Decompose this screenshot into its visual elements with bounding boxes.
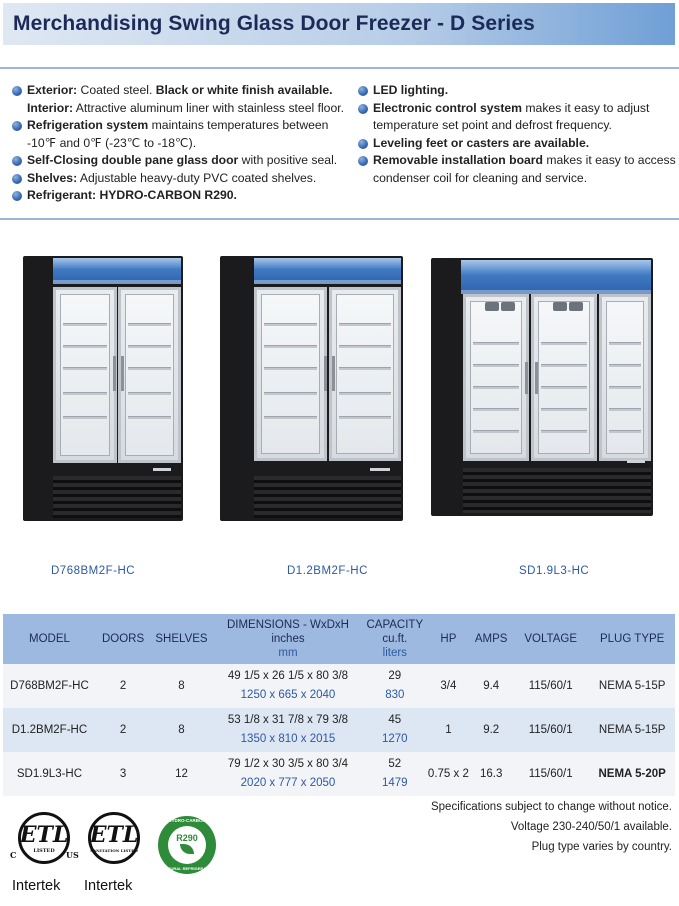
page-title: Merchandising Swing Glass Door Freezer - D Series xyxy=(13,12,535,35)
col-header-dimensions: DIMENSIONS - WxDxH inches mm xyxy=(213,614,363,664)
feature-item: Leveling feet or casters are available. xyxy=(358,135,678,153)
etl-sanitation-logo: ETL SANITATION LISTED Intertek xyxy=(80,812,150,900)
note-line: Voltage 230-240/50/1 available. xyxy=(510,821,672,833)
spec-notes xyxy=(431,797,672,857)
bullet-icon xyxy=(358,104,368,114)
product-label: SD1.9L3-HC xyxy=(519,565,590,577)
feature-item: Electronic control system makes it easy to adjust temperature set point and defrost frequency. xyxy=(358,100,678,135)
col-header-model: MODEL xyxy=(3,614,96,664)
table-row: SD1.9L3-HC 3 12 79 1/2 x 30 3/5 x 80 3/4 2020 x 777 x 2050 52 1479 0.75 x 2 16.3 115/60/1 NEMA 5-20P xyxy=(3,752,675,796)
bullet-icon xyxy=(12,191,22,201)
product-image-sd19l3 xyxy=(431,258,653,516)
table-row: D768BM2F-HC 2 8 49 1/5 x 26 1/5 x 80 3/8 1250 x 665 x 2040 29 830 3/4 9.4 115/60/1 NEMA 5-15P xyxy=(3,664,675,708)
bullet-icon xyxy=(12,156,22,166)
bullet-icon xyxy=(358,156,368,166)
note-line: Plug type varies by country. xyxy=(531,841,672,853)
divider xyxy=(0,67,679,69)
divider xyxy=(0,218,679,220)
feature-item: Shelves: Adjustable heavy-duty PVC coated shelves. xyxy=(12,170,357,188)
col-header-capacity: CAPACITY cu.ft. liters xyxy=(363,614,426,664)
feature-item: Removable installation board makes it easy to access condenser coil for cleaning and service. xyxy=(358,152,678,187)
bullet-icon xyxy=(358,139,368,149)
table-header-row xyxy=(3,614,675,664)
feature-item: Self-Closing double pane glass door with positive seal. xyxy=(12,152,357,170)
intertek-label: Intertek xyxy=(84,878,133,894)
bullet-icon xyxy=(12,121,22,131)
feature-item: Refrigerant: HYDRO-CARBON R290. xyxy=(12,187,357,205)
bullet-icon xyxy=(12,86,22,96)
features-right xyxy=(358,82,678,187)
feature-item: Exterior: Coated steel. Black or white finish available. xyxy=(12,82,357,100)
feature-item: Refrigeration system maintains temperatures between -10℉ and 0℉ (-23℃ to -18℃). xyxy=(12,117,357,152)
r290-logo: R290 HYDRO-CARBON NATURAL REFRIGERANT xyxy=(158,816,218,876)
product-label: D1.2BM2F-HC xyxy=(287,565,368,577)
table-row: D1.2BM2F-HC 2 8 53 1/8 x 31 7/8 x 79 3/8 1350 x 810 x 2015 45 1270 1 9.2 115/60/1 NEMA 5-15P xyxy=(3,708,675,752)
col-header-shelves: SHELVES xyxy=(150,614,213,664)
intertek-label: Intertek xyxy=(12,878,61,894)
spec-table xyxy=(3,614,675,796)
etl-listed-logo: ETL LISTED C US Intertek xyxy=(8,812,78,900)
page-header xyxy=(3,3,675,45)
product-label: D768BM2F-HC xyxy=(51,565,136,577)
bullet-icon xyxy=(358,86,368,96)
note-line: Specifications subject to change without notice. xyxy=(430,801,672,813)
col-header-hp: HP xyxy=(426,614,470,664)
product-image-d12bm2f xyxy=(220,256,403,521)
feature-item: LED lighting. xyxy=(358,82,678,100)
col-header-amps: AMPS xyxy=(470,614,512,664)
feature-item: Interior: Attractive aluminum liner with stainless steel floor. xyxy=(27,100,344,115)
product-image-d768bm2f xyxy=(23,256,183,521)
col-header-doors: DOORS xyxy=(96,614,150,664)
col-header-voltage: VOLTAGE xyxy=(512,614,589,664)
bullet-icon xyxy=(12,174,22,184)
features-left xyxy=(12,82,357,205)
col-header-plug: PLUG TYPE xyxy=(589,614,675,664)
